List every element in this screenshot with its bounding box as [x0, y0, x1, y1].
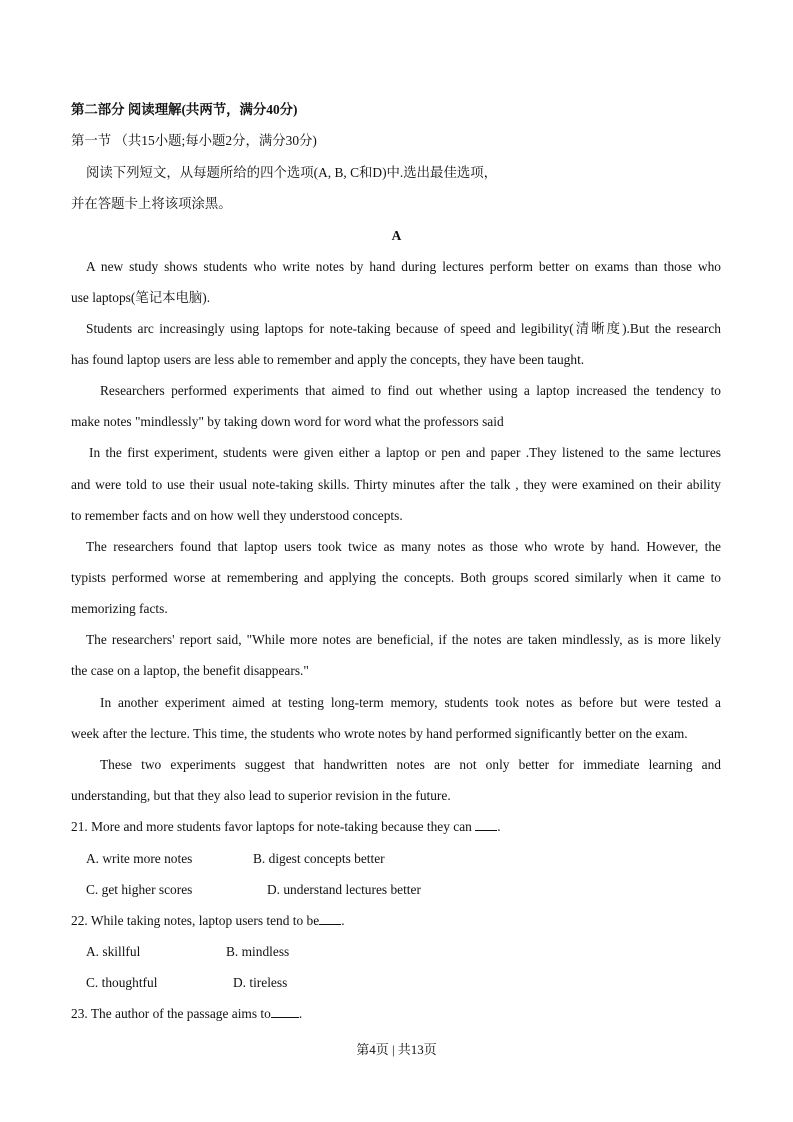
section-subtitle: 第一节 （共15小题;每小题2分，满分30分) [71, 133, 317, 148]
passage-line: has found laptop users are less able to remember and apply the concepts, they have been taught. [71, 352, 585, 367]
passage-line: These two experiments suggest that handwritten notes are not only better for immediate learning and [100, 757, 721, 772]
question-21-end: . [497, 819, 501, 834]
question-23 [71, 1005, 302, 1023]
passage-line: Researchers performed experiments that aimed to find out whether using a laptop increased the tendency to [100, 383, 721, 398]
section-title: 第二部分 阅读理解(共两节，满分40分) [71, 102, 298, 117]
option-21-b: B. digest concepts better [253, 851, 385, 866]
passage-line: typists performed worse at remembering and applying the concepts. Both groups scored similarly when it came to [71, 570, 721, 585]
passage-line: memorizing facts. [71, 601, 168, 616]
passage-line: The researchers found that laptop users took twice as many notes as those who wrote by hand. However, the [86, 539, 721, 554]
passage-line: the case on a laptop, the benefit disappears." [71, 663, 309, 678]
passage-line: Students arc increasingly using laptops for note-taking because of speed and legibility(清晰度).But the research [86, 321, 721, 336]
passage-line: The researchers' report said, "While more notes are beneficial, if the notes are taken mindlessly, as is more likely [86, 632, 721, 647]
option-22-d: D. tireless [233, 975, 288, 990]
question-21-stem: 21. More and more students favor laptops for note-taking because they can [71, 819, 472, 834]
passage-line: In another experiment aimed at testing long-term memory, students took notes as before but were tested a [100, 695, 721, 710]
passage-label: A [391, 228, 402, 243]
instruction-line-2: 并在答题卡上将该项涂黑。 [71, 196, 232, 211]
page-number: 第4页 | 共13页 [356, 1042, 437, 1057]
option-21-c: C. get higher scores [86, 882, 193, 897]
answer-blank [475, 818, 497, 831]
question-21 [71, 818, 501, 836]
option-22-c: C. thoughtful [86, 975, 158, 990]
answer-blank [271, 1005, 299, 1018]
option-22-a: A. skillful [86, 944, 141, 959]
instruction-line-1: 阅读下列短文，从每题所给的四个选项(A, B, C和D)中.选出最佳选项， [86, 165, 498, 180]
question-23-end: . [298, 1006, 303, 1021]
question-22 [71, 912, 345, 930]
option-21-d: D. understand lectures better [267, 882, 421, 897]
option-21-a: A. write more notes [86, 851, 193, 866]
passage-line: to remember facts and on how well they understood concepts. [71, 508, 403, 523]
passage-line: understanding, but that they also lead to superior revision in the future. [71, 788, 451, 803]
passage-line: A new study shows students who write notes by hand during lectures perform better on exams than those who [86, 259, 721, 274]
option-22-b: B. mindless [226, 944, 290, 959]
question-23-stem: 23. The author of the passage aims to [71, 1006, 271, 1021]
question-22-end: . [341, 913, 345, 928]
passage-line: In the first experiment, students were given either a laptop or pen and paper .They listened to the same lectures [89, 445, 721, 460]
passage-line: make notes "mindlessly" by taking down word for word what the professors said [71, 414, 504, 429]
answer-blank [319, 912, 341, 925]
passage-line: week after the lecture. This time, the students who wrote notes by hand performed significantly better on the exam. [71, 726, 688, 741]
question-22-stem: 22. While taking notes, laptop users tend to be [71, 913, 320, 928]
passage-line: use laptops(笔记本电脑). [71, 290, 211, 305]
passage-line: and were told to use their usual note-taking skills. Thirty minutes after the talk , they were examined on their ability [71, 477, 721, 492]
